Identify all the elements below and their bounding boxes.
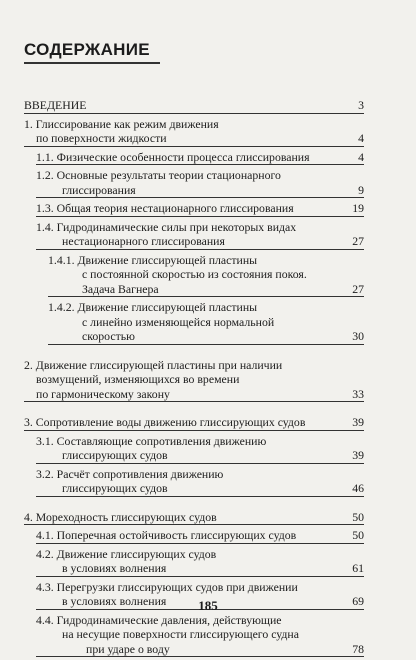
toc-entry-3-2[interactable] xyxy=(24,467,364,497)
title-underline xyxy=(24,62,160,64)
toc-entry-title: 3.1. Составляющие сопротивления движению xyxy=(36,433,267,448)
toc-entry-title: 1.2. Основные результаты теории стационарного xyxy=(36,168,281,182)
toc-page-number: 39 xyxy=(352,415,364,429)
toc-page-number: 78 xyxy=(352,641,364,656)
toc-entry-title: ВВЕДЕНИЕ xyxy=(24,98,87,112)
toc-entry-title-cont: при ударе о воду xyxy=(86,641,170,656)
toc-entry-title: 4.2. Движение глиссирующих судов xyxy=(36,546,217,561)
toc-entry-title-cont: в условиях волнения xyxy=(62,594,167,608)
page-number: 185 xyxy=(198,598,218,613)
toc-entry-title-cont: с линейно изменяющейся нормальной xyxy=(82,314,275,329)
toc-entry-title-cont: по гармоническому закону xyxy=(36,386,170,401)
toc-entry-chapter-4[interactable] xyxy=(24,510,364,526)
toc-entry-title-cont: нестационарного глиссирования xyxy=(62,234,225,248)
toc-entry-title-cont: возмущений, изменяющихся во времени xyxy=(36,372,240,386)
toc-entry-title-cont: глиссирующих судов xyxy=(62,448,168,462)
toc-page-number: 50 xyxy=(352,528,364,542)
toc-entry-4-4[interactable] xyxy=(24,613,364,658)
toc-entry-title: 3.2. Расчёт сопротивления движению xyxy=(36,466,224,481)
toc-entry-chapter-3[interactable] xyxy=(24,415,364,431)
toc-entry-title: 4. Мореходность глиссирующих судов xyxy=(24,509,217,524)
toc-entry-title: 4.4. Гидродинамические давления, действующие xyxy=(36,612,282,627)
toc-entry-3-1[interactable] xyxy=(24,434,364,464)
toc-entry-title: 1.4.1. Движение глиссирующей пластины xyxy=(48,252,258,267)
toc-entry-introduction[interactable] xyxy=(24,98,364,114)
toc-entry-title-cont: скоростью xyxy=(82,329,135,343)
toc-page-number: 4 xyxy=(358,149,364,164)
toc-entry-title: 4.3. Перегрузки глиссирующих судов при движении xyxy=(36,579,298,594)
page-title: СОДЕРЖАНИЕ xyxy=(24,40,150,59)
toc-page-number: 27 xyxy=(352,234,364,248)
toc-page-number: 9 xyxy=(358,182,364,197)
toc-entry-1-4[interactable] xyxy=(24,220,364,250)
toc-entry-1-4-1[interactable] xyxy=(24,253,364,298)
toc-page-number: 4 xyxy=(358,131,364,145)
toc-entry-title: 1. Глиссирование как режим движения xyxy=(24,116,219,131)
toc-entry-title: 1.1. Физические особенности процесса глиссирования xyxy=(36,149,310,164)
toc-page-number: 50 xyxy=(352,509,364,524)
toc-page-number: 19 xyxy=(352,201,364,215)
toc-entry-4-1[interactable] xyxy=(24,528,364,544)
toc-entry-chapter-2[interactable] xyxy=(24,358,364,403)
toc-entry-1-4-2[interactable] xyxy=(24,300,364,345)
toc-page-number: 39 xyxy=(352,448,364,462)
toc-page-number: 46 xyxy=(352,481,364,495)
toc-entry-title: 1.4. Гидродинамические силы при некоторых видах xyxy=(36,219,297,234)
toc-entry-title: 4.1. Поперечная остойчивость глиссирующих судов xyxy=(36,528,297,542)
toc-entry-title-cont: в условиях волнения xyxy=(62,561,167,575)
toc-entry-1-3[interactable] xyxy=(24,201,364,217)
toc-entry-1-1[interactable] xyxy=(24,150,364,166)
toc-entry-title-cont: глиссирующих судов xyxy=(62,481,168,495)
toc-entry-title: 1.3. Общая теория нестационарного глиссирования xyxy=(36,201,294,215)
toc-entry-1-2[interactable] xyxy=(24,168,364,198)
toc-page-number: 61 xyxy=(352,561,364,575)
toc-entry-title-cont: глиссирования xyxy=(62,182,136,197)
toc-page-number: 69 xyxy=(352,594,364,608)
toc-page-number: 27 xyxy=(352,281,364,296)
toc-entry-title-cont: на несущие поверхности глиссирующего судна xyxy=(62,627,299,641)
toc-entry-title: 3. Сопротивление воды движению глиссирующих судов xyxy=(24,415,306,429)
toc-page-number: 33 xyxy=(352,386,364,401)
toc-entry-title: 2. Движение глиссирующей пластины при наличии xyxy=(24,357,283,372)
toc-entry-title: 1.4.2. Движение глиссирующей пластины xyxy=(48,300,258,314)
toc-entry-title-cont: с постоянной скоростью из состояния покоя. xyxy=(82,267,307,281)
toc-entry-chapter-1[interactable] xyxy=(24,117,364,147)
toc-page-number: 30 xyxy=(352,329,364,343)
table-of-contents xyxy=(24,98,364,660)
toc-entry-title-cont: Задача Вагнера xyxy=(82,281,159,296)
toc-entry-4-2[interactable] xyxy=(24,547,364,577)
toc-entry-title-cont: по поверхности жидкости xyxy=(36,131,167,145)
toc-page-number: 3 xyxy=(358,98,364,112)
